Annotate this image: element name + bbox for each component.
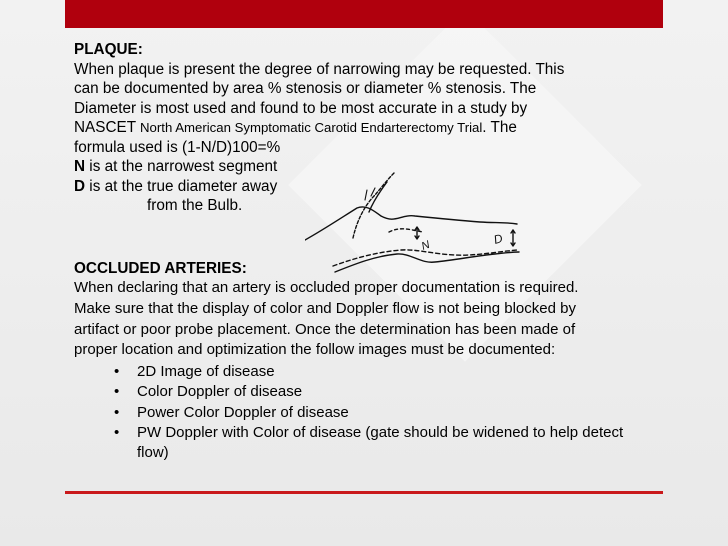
- nascet-abbrev: NASCET: [74, 119, 136, 136]
- list-item-text: Power Color Doppler of disease: [137, 403, 349, 421]
- n-label: N: [74, 158, 86, 175]
- required-images-list: [74, 362, 674, 463]
- list-item: [74, 403, 674, 423]
- plaque-text-line-3: Diameter is most used and found to be most accurate in a study by: [74, 99, 528, 117]
- list-item-text: 2D Image of disease: [137, 363, 275, 381]
- list-item-text: Color Doppler of disease: [137, 383, 303, 401]
- bulb-text: from the Bulb.: [147, 197, 243, 214]
- list-item: [74, 423, 674, 463]
- branch-wall-inner: [369, 182, 387, 212]
- list-item: [74, 362, 674, 382]
- list-item-text: PW Doppler with Color of disease (gate should be widened to help detect flow): [137, 423, 624, 461]
- branch-hatch: [365, 188, 375, 200]
- bullet-marker: •: [114, 383, 120, 401]
- n-marker-label: N: [419, 238, 432, 253]
- narrowest-arrow: [415, 227, 419, 239]
- plaque-text-line-2: can be documented by area % stenosis or diameter % stenosis. The: [74, 80, 537, 97]
- bottom-accent-line: [65, 491, 663, 494]
- occluded-text-line-3: artifact or poor probe placement. Once the determination has been made of: [74, 320, 576, 338]
- plaque-heading: PLAQUE:: [74, 41, 143, 58]
- d-text: is at the true diameter away: [85, 177, 278, 195]
- lower-vessel-wall: [335, 252, 519, 272]
- carotid-stenosis-sketch: [305, 160, 525, 280]
- occluded-text-line-4: proper location and optimization the follow images must be documented:: [74, 341, 556, 359]
- n-text: is at the narrowest segment: [85, 158, 278, 175]
- formula-line: formula used is (1-N/D)100=%: [74, 138, 281, 156]
- diameter-arrow: [511, 230, 515, 246]
- list-item: [74, 382, 674, 402]
- branch-wall-outer: [353, 172, 395, 238]
- plaque-text-line-1: When plaque is present the degree of narrowing may be requested. This: [74, 60, 565, 78]
- occluded-heading: OCCLUDED ARTERIES:: [74, 259, 247, 277]
- bullet-marker: •: [114, 363, 120, 381]
- upper-vessel-wall: [305, 207, 517, 240]
- nascet-full-name: North American Symptomatic Carotid Endarterectomy Trial: [140, 120, 483, 135]
- bullet-marker: •: [114, 403, 120, 421]
- occluded-text-line-1: When declaring that an artery is occluded proper documentation is required.: [74, 279, 579, 296]
- d-marker-label: D: [492, 231, 505, 247]
- occluded-text-line-2: Make sure that the display of color and Doppler flow is not being blocked by: [74, 299, 576, 317]
- nascet-tail: . The: [482, 119, 517, 136]
- d-label: D: [74, 177, 86, 195]
- top-accent-bar: [65, 0, 663, 28]
- plaque-text-line-4: [74, 118, 674, 138]
- bullet-marker: •: [114, 423, 120, 441]
